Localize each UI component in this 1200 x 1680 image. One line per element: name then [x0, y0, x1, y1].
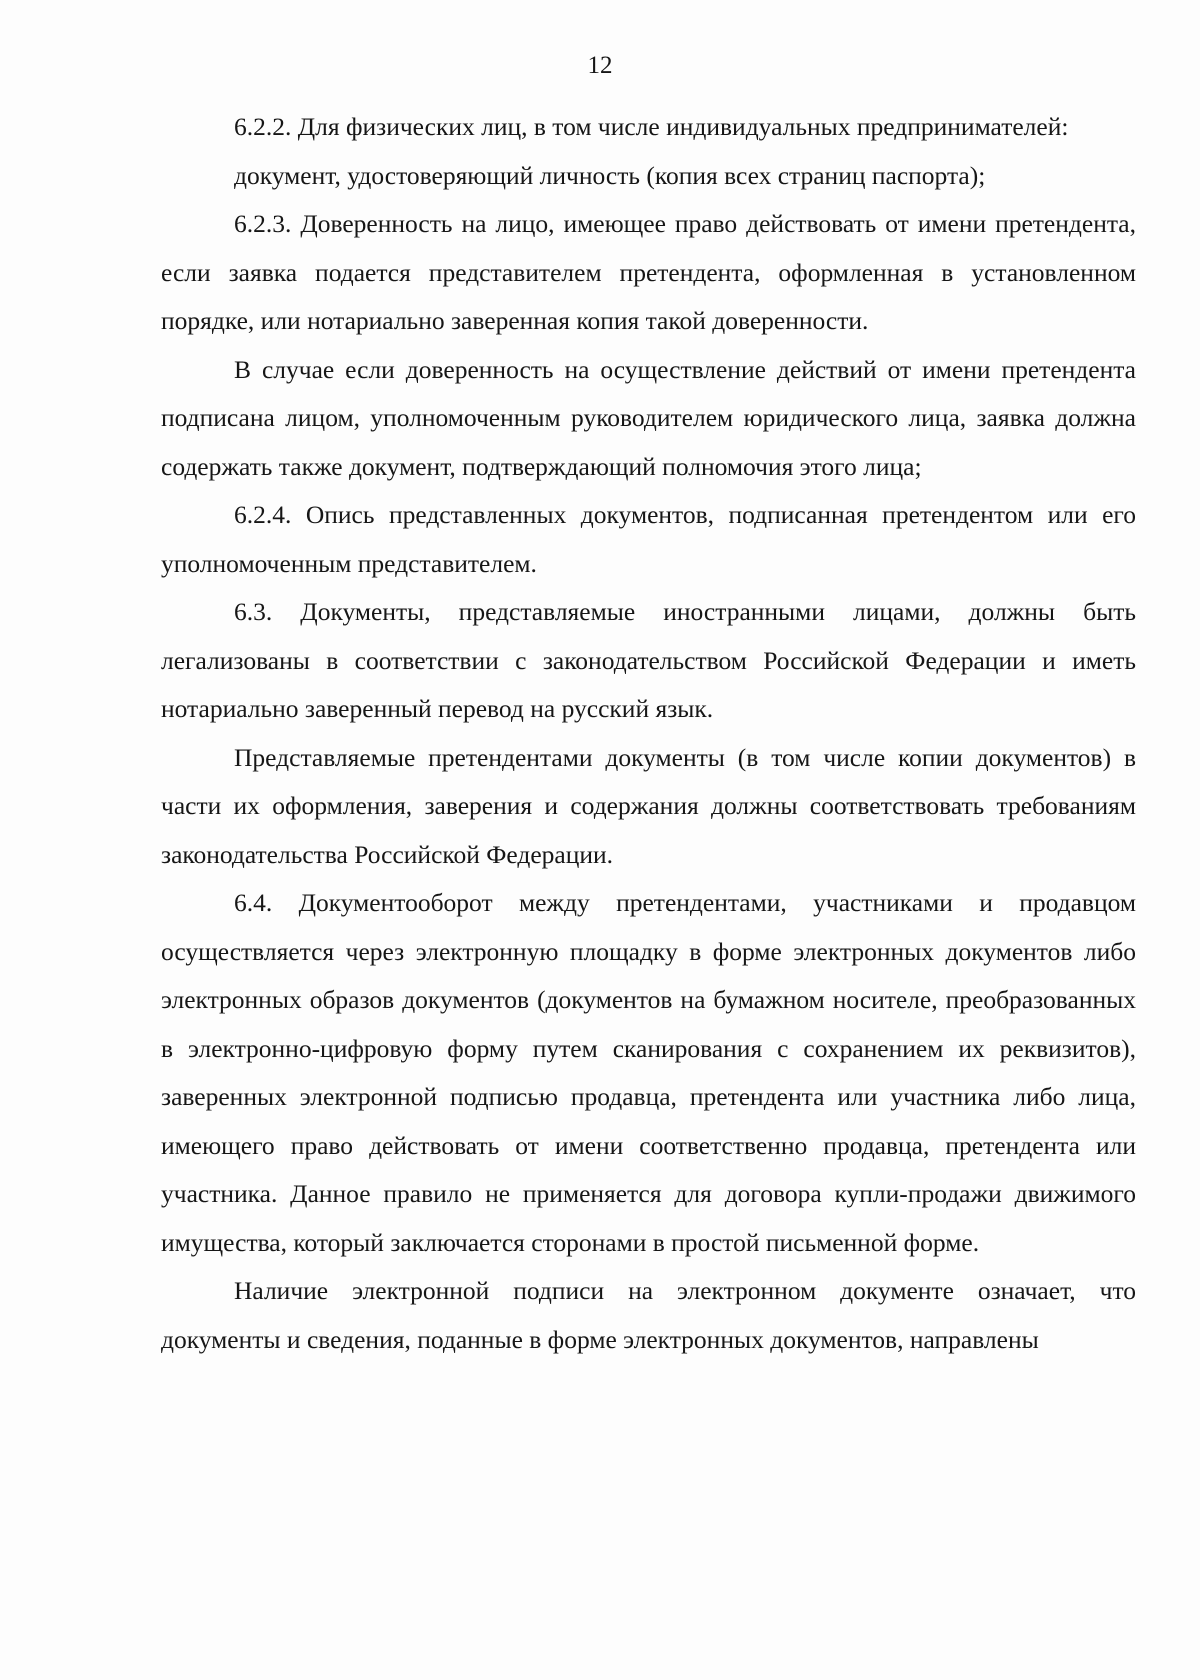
paragraph-document-requirements: Представляемые претендентами документы (в том числе копии документов) в части их оформления, заверения и содержания должны соответствовать требованиям законодательства Российской Федерации.: [161, 742, 1136, 869]
paragraph-6-3: 6.3. Документы, представляемые иностранными лицами, должны быть легализованы в соответствии с законодательством Российской Федерации и иметь нотариально заверенный перевод на русский язык.: [161, 597, 1136, 723]
paragraph-6-2-4: 6.2.4. Опись представленных документов, подписанная претендентом или его уполномоченным представителем.: [161, 500, 1136, 578]
paragraph-electronic-signature: Наличие электронной подписи на электронном документе означает, что документы и сведения, поданные в форме электронных документов, направлены: [161, 1276, 1136, 1354]
paragraph-6-2-2: 6.2.2. Для физических лиц, в том числе индивидуальных предпринимателей:: [234, 112, 1069, 141]
paragraph-power-of-attorney-case: В случае если доверенность на осуществление действий от имени претендента подписана лицом, уполномоченным руководителем юридического лица, заявка должна содержать также документ, подтверждающий полномочия этого лица;: [161, 354, 1136, 481]
paragraph-identity-document: документ, удостоверяющий личность (копия всех страниц паспорта);: [234, 160, 986, 190]
paragraph-6-4: 6.4. Документооборот между претендентами, участниками и продавцом осуществляется через электронную площадку в форме электронных документов либо электронных образов документов (документов на бумажном носителе, преобразованных в электронно-цифровую форму путем сканирования с сохранением их реквизитов), заверенных электронной подписью продавца, претендента или участника либо лица, имеющего право действовать от имени соответственно продавца, претендента или участника. Данное правило не применяется для договора купли-продажи движимого имущества, который заключается сторонами в простой письменной форме.: [161, 888, 1136, 1257]
paragraph-6-2-3: 6.2.3. Доверенность на лицо, имеющее право действовать от имени претендента, если заявка подается представителем претендента, оформленная в установленном порядке, или нотариально заверенная копия такой доверенности.: [161, 209, 1136, 335]
page-number: 12: [587, 52, 613, 79]
document-body: [161, 103, 1136, 1364]
